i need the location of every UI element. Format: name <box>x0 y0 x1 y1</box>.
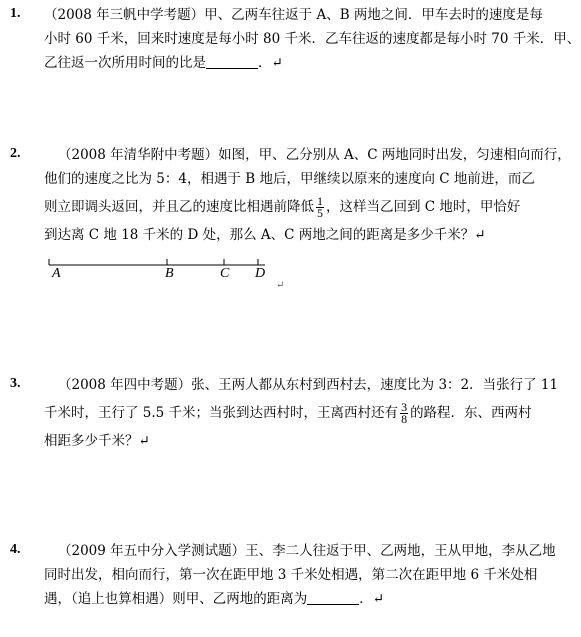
answer-blank[interactable] <box>206 56 258 69</box>
problem-text-line-with-fraction <box>44 196 520 219</box>
problem-text-line-with-fraction <box>44 402 532 425</box>
problem-text-line: 他们的速度之比为 5：4，相遇于 B 地后，甲继续以原来的速度向 C 地前进，而乙 <box>44 171 535 187</box>
problem-text-line-with-blank <box>44 590 384 608</box>
problem-text-line: 相距多少千米？↵ <box>44 433 150 449</box>
point-label-a: A <box>52 266 61 281</box>
problem-text: 千米时，王行了 5.5 千米；当张到达西村时，王离西村还有 <box>44 405 399 421</box>
problem-text-line: （2009 年五中分入学测试题）王、李二人往返于甲、乙两地，王从甲地，李从乙地 <box>58 543 556 559</box>
problem-number: 1. <box>10 6 21 21</box>
problem-number: 3. <box>10 376 21 391</box>
problem-text-line: 到达离 C 地 18 千米的 D 处，那么 A、C 两地之间的距离是多少千米？↵ <box>44 227 486 243</box>
problem-text-line: 同时出发，相向而行，第一次在距甲地 3 千米处相遇，第二次在距甲地 6 千米处相 <box>44 567 538 583</box>
fraction-numerator: 1 <box>317 194 323 208</box>
answer-blank[interactable] <box>307 592 359 605</box>
point-label-d: D <box>255 266 266 281</box>
fraction-numerator: 3 <box>401 400 408 414</box>
fraction <box>316 196 324 219</box>
paragraph-mark: ↵ <box>276 280 285 291</box>
fraction-denominator: 5 <box>317 206 323 220</box>
problem-text-line: （2008 年四中考题）张、王两人都从东村到西村去，速度比为 3：2．当张行了 11 <box>58 377 559 393</box>
fraction-denominator: 8 <box>401 412 408 426</box>
point-label-b: B <box>165 266 174 281</box>
point-label-c: C <box>220 266 230 281</box>
distance-diagram <box>0 255 581 295</box>
problem-text: 的路程．东、西两村 <box>410 405 532 421</box>
problem-text: 遇，（追上也算相遇）则甲、乙两地的距离为 <box>44 591 308 607</box>
problem-text-line: 小时 60 千米，回来时速度是每小时 80 千米．乙车往返的速度都是每小时 70 千米．甲、 <box>44 31 581 47</box>
end-mark: ．↵ <box>359 591 385 607</box>
problem-text: 则立即调头返回，并且乙的速度比相遇前降低 <box>44 199 314 215</box>
problem-number: 2. <box>10 146 21 161</box>
problem-number: 4. <box>10 542 21 557</box>
problem-text-line-with-blank <box>44 54 283 72</box>
problem-text-line: （2008 年清华附中考题）如图，甲、乙分别从 A、C 两地同时出发，匀速相向而行， <box>58 147 571 163</box>
problem-text: 乙往返一次所用时间的比是 <box>44 55 206 71</box>
problem-text: ，这样当乙回到 C 地时，甲恰好 <box>326 199 521 215</box>
fraction <box>400 402 408 425</box>
problem-text-line: （2008 年三帆中学考题）甲、乙两车往返于 A、B 两地之间．甲车去时的速度是每 <box>44 7 543 23</box>
end-mark: ．↵ <box>258 55 283 71</box>
